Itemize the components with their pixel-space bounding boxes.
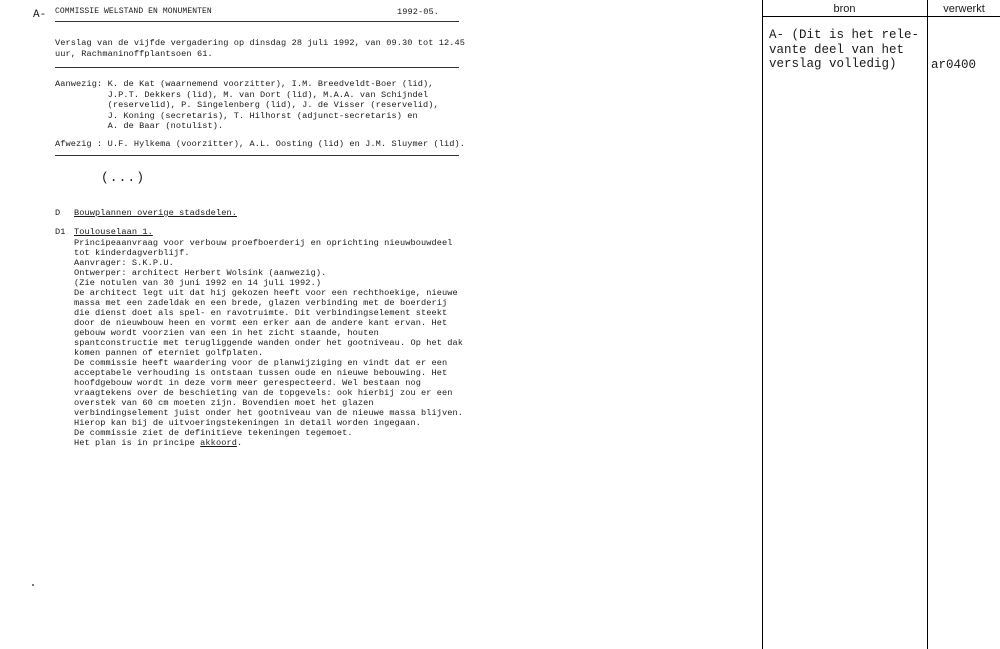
item-title: Toulouselaan 1. <box>74 227 153 237</box>
body-line: massa met een zadeldak en een brede, glazen verbinding met de boerderij <box>74 298 448 308</box>
column-header-verwerkt: verwerkt <box>943 3 985 15</box>
body-line: tot kinderdagverblijf. <box>74 248 190 258</box>
present-line: (reservelid), P. Singelenberg (lid), J. de Visser (reservelid), <box>55 100 439 110</box>
table-column-divider <box>927 0 928 649</box>
body-line: acceptabele verhouding is ontstaan tussen oude en nieuwe bebouwing. Het <box>74 368 448 378</box>
body-line: Aanvrager: S.K.P.U. <box>74 258 174 268</box>
bron-cell: A- (Dit is het rele- vante deel van het verslag volledig) <box>769 28 920 71</box>
body-line: De architect legt uit dat hij gekozen heeft voor een rechthoekige, nieuwe <box>74 288 458 298</box>
body-line: die dienst doet als spel- en ravotruimte. Dit verbindingselement steekt <box>74 308 448 318</box>
omission-ellipsis: (...) <box>101 170 146 185</box>
body-line: Ontwerper: architect Herbert Wolsink (aanwezig). <box>74 268 327 278</box>
document-header-date: 1992-05. <box>397 7 440 17</box>
body-line: vraagtekens over de beschieting van de topgevels: ook hierbij zou er een <box>74 388 453 398</box>
section-title: Bouwplannen overige stadsdelen. <box>74 208 237 218</box>
section-code: D <box>55 208 61 218</box>
final-verdict: akkoord <box>200 438 237 448</box>
absent-line: Afwezig : U.F. Hylkema (voorzitter), A.L. Oosting (lid) en J.M. Sluymer (lid). <box>55 139 466 149</box>
verwerkt-cell: ar0400 <box>931 58 977 72</box>
header-rule <box>55 21 459 22</box>
table-border-left <box>762 0 763 649</box>
intro-rule <box>55 67 459 68</box>
absent-rule <box>55 155 459 156</box>
present-line: J. Koning (secretaris), T. Hilhorst (adjunct-secretaris) en <box>55 111 418 121</box>
body-line-final <box>74 438 242 449</box>
body-line: Hierop kan bij de uitvoeringstekeningen in detail worden ingegaan. <box>74 418 421 428</box>
body-line: komen pannen of eterniet golfplaten. <box>74 348 264 358</box>
body-line: Principeaanvraag voor verbouw proefboerderij en oprichting nieuwbouwdeel <box>74 238 453 248</box>
scan-speck <box>32 584 34 586</box>
item-code: D1 <box>55 227 66 237</box>
intro-line: Verslag van de vijfde vergadering op dinsdag 28 juli 1992, van 09.30 tot 12.45 <box>55 38 466 48</box>
body-line: (Zie notulen van 30 juni 1992 en 14 juli 1992.) <box>74 278 322 288</box>
body-line: De commissie ziet de definitieve tekeningen tegemoet. <box>74 428 353 438</box>
intro-line: uur, Rachmaninoffplantsoen 61. <box>55 49 213 59</box>
present-line: J.P.T. Dekkers (lid), M. van Dort (lid), M.A.A. van Schijndel <box>55 90 429 100</box>
body-line: verbindingselement juist onder het gootniveau van de nieuwe massa blijven. <box>74 408 464 418</box>
final-suffix: . <box>236 438 243 448</box>
final-prefix: Het plan is in principe <box>74 438 201 448</box>
document-header-title: COMMISSIE WELSTAND EN MONUMENTEN <box>55 7 212 16</box>
body-line: hoofdgebouw wordt in deze vorm meer gerespecteerd. Wel bestaan nog <box>74 378 421 388</box>
column-header-bron: bron <box>833 3 856 15</box>
present-line: Aanwezig: K. de Kat (waarnemend voorzitter), I.M. Breedveldt-Boer (lid), <box>55 79 434 89</box>
present-line: A. de Baar (notulist). <box>55 121 224 131</box>
body-line: door de nieuwbouw heen en vormt een erker aan de andere kant ervan. Het <box>74 318 448 328</box>
body-line: De commissie heeft waardering voor de planwijziging en vindt dat er een <box>74 358 448 368</box>
margin-marker: A- <box>33 9 47 21</box>
body-line: overstek van 60 cm moeten zijn. Bovendien moet het glazen <box>74 398 374 408</box>
body-line: spantconstructie met terugliggende wanden onder het gootniveau. Op het dak <box>74 338 464 348</box>
table-header-rule <box>762 16 1000 17</box>
body-line: gebouw wordt voorzien van een in het zicht staande, houten <box>74 328 379 338</box>
